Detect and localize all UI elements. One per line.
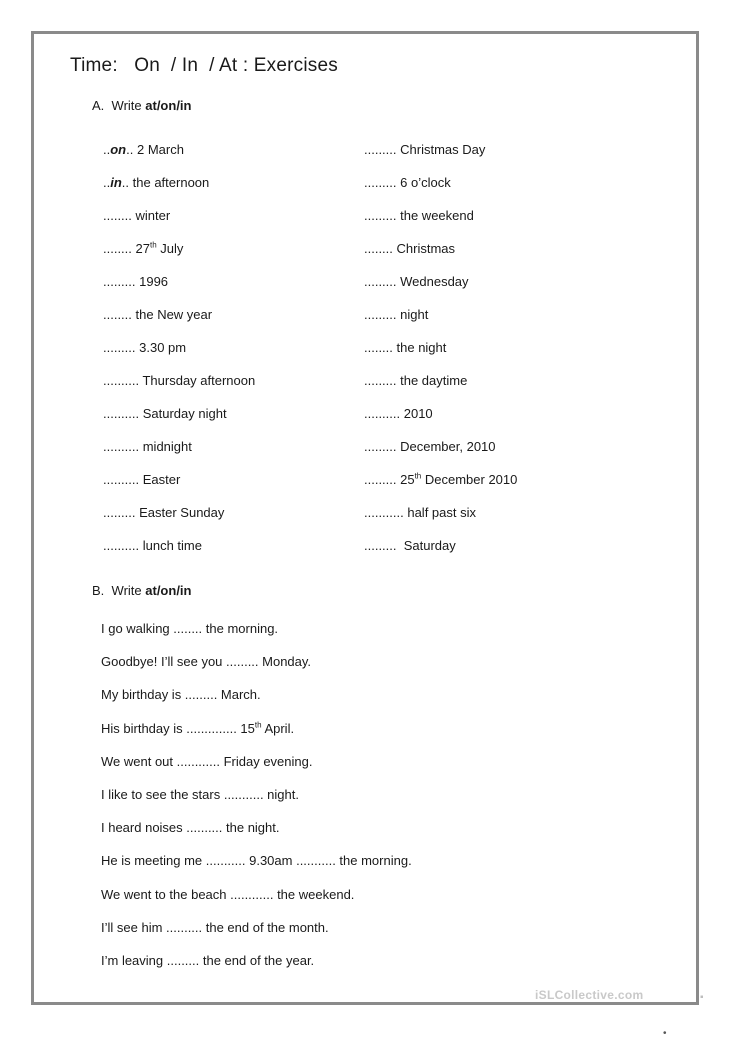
example-answer: on: [110, 142, 127, 157]
exercise-a-left-item: .......... midnight: [103, 439, 192, 454]
ordinal-suffix: th: [414, 471, 422, 481]
page-title: Time: On / In / At : Exercises: [70, 55, 338, 76]
exercise-a-right-item: ........... half past six: [364, 505, 476, 520]
page-dot: •: [663, 1028, 667, 1039]
section-a-heading: [92, 98, 191, 113]
exercise-a-left-item: [103, 241, 183, 257]
exercise-a-left-item: ......... 1996: [103, 274, 169, 289]
item-text: His birthday is .............. 15: [101, 720, 255, 736]
exercise-a-right-item: ......... Saturday: [364, 538, 456, 553]
blank-dots: ..: [103, 175, 111, 190]
exercise-a-left-item: .......... Easter: [103, 472, 181, 487]
exercise-b-sentence: I like to see the stars ........... night.: [101, 787, 299, 802]
exercise-a-right-item: [364, 472, 517, 488]
section-b-write-label: Write: [111, 583, 142, 598]
section-a-marker: A.: [92, 98, 105, 113]
exercise-a-right-item: ........ the night: [364, 340, 447, 355]
exercise-b-sentence: We went out ............ Friday evening.: [101, 753, 313, 769]
watermark-dots: ▪: [700, 992, 704, 1003]
ordinal-suffix: th: [149, 240, 157, 250]
exercise-a-left-item: ........ winter: [103, 208, 171, 223]
exercise-b-sentence: He is meeting me ........... 9.30am ........... the morning.: [101, 853, 412, 869]
example-answer: in: [110, 175, 122, 190]
section-a-prepositions: at/on/in: [145, 98, 192, 113]
item-text: December 2010: [421, 472, 518, 487]
exercise-a-right-item: ......... the daytime: [364, 373, 468, 388]
exercise-a-right-item: ......... 6 o’clock: [364, 175, 451, 190]
blank-dots: ..: [126, 142, 134, 157]
exercise-a-left-item: ......... 3.30 pm: [103, 340, 187, 355]
exercise-a-left-item: .......... Saturday night: [103, 406, 227, 421]
exercise-a-left-item: ........ the New year: [103, 307, 213, 322]
exercise-b-sentence: My birthday is ......... March.: [101, 687, 261, 703]
exercise-a-right-item: ......... Wednesday: [364, 274, 469, 289]
exercise-a-left-item: .......... Thursday afternoon: [103, 373, 256, 388]
item-text: July: [156, 241, 184, 256]
item-text: ......... 25: [364, 472, 415, 487]
exercise-b-sentence: Goodbye! I’ll see you ......... Monday.: [101, 654, 312, 670]
blank-dots: ..: [103, 142, 111, 157]
exercise-a-left-item: [103, 175, 209, 191]
exercise-a-right-item: ........ Christmas: [364, 241, 456, 256]
section-a-write-label: Write: [111, 98, 142, 113]
exercise-a-right-item: ......... December, 2010: [364, 439, 496, 454]
exercise-b-sentence: I heard noises .......... the night.: [101, 820, 280, 836]
exercise-b-sentence: I go walking ........ the morning.: [101, 621, 279, 636]
exercise-a-right-item: ......... Christmas Day: [364, 142, 486, 157]
ordinal-suffix: th: [254, 720, 262, 730]
blank-dots: ..: [121, 175, 130, 190]
exercise-b-sentence: We went to the beach ............ the weekend.: [101, 886, 355, 902]
section-b-heading: [92, 583, 191, 598]
section-b-marker: B.: [92, 583, 105, 598]
exercise-a-right-item: ......... the weekend: [364, 208, 474, 223]
exercise-a-right-item: ......... night: [364, 307, 429, 322]
exercise-b-sentence: I’ll see him .......... the end of the month.: [101, 919, 329, 935]
exercise-a-left-item: .......... lunch time: [103, 538, 202, 553]
watermark: iSLCollective.com: [535, 988, 644, 1002]
exercise-a-left-item: ......... Easter Sunday: [103, 505, 225, 520]
item-text: April.: [261, 720, 295, 736]
item-text: ........ 27: [103, 241, 150, 256]
exercise-b-sentence: [101, 721, 294, 737]
item-text: the afternoon: [129, 175, 210, 190]
exercise-a-right-item: .......... 2010: [364, 406, 433, 421]
exercise-a-left-item: [103, 142, 184, 158]
exercise-b-sentence: I’m leaving ......... the end of the year.: [101, 953, 315, 968]
item-text: 2 March: [133, 142, 184, 157]
section-b-prepositions: at/on/in: [145, 583, 192, 598]
